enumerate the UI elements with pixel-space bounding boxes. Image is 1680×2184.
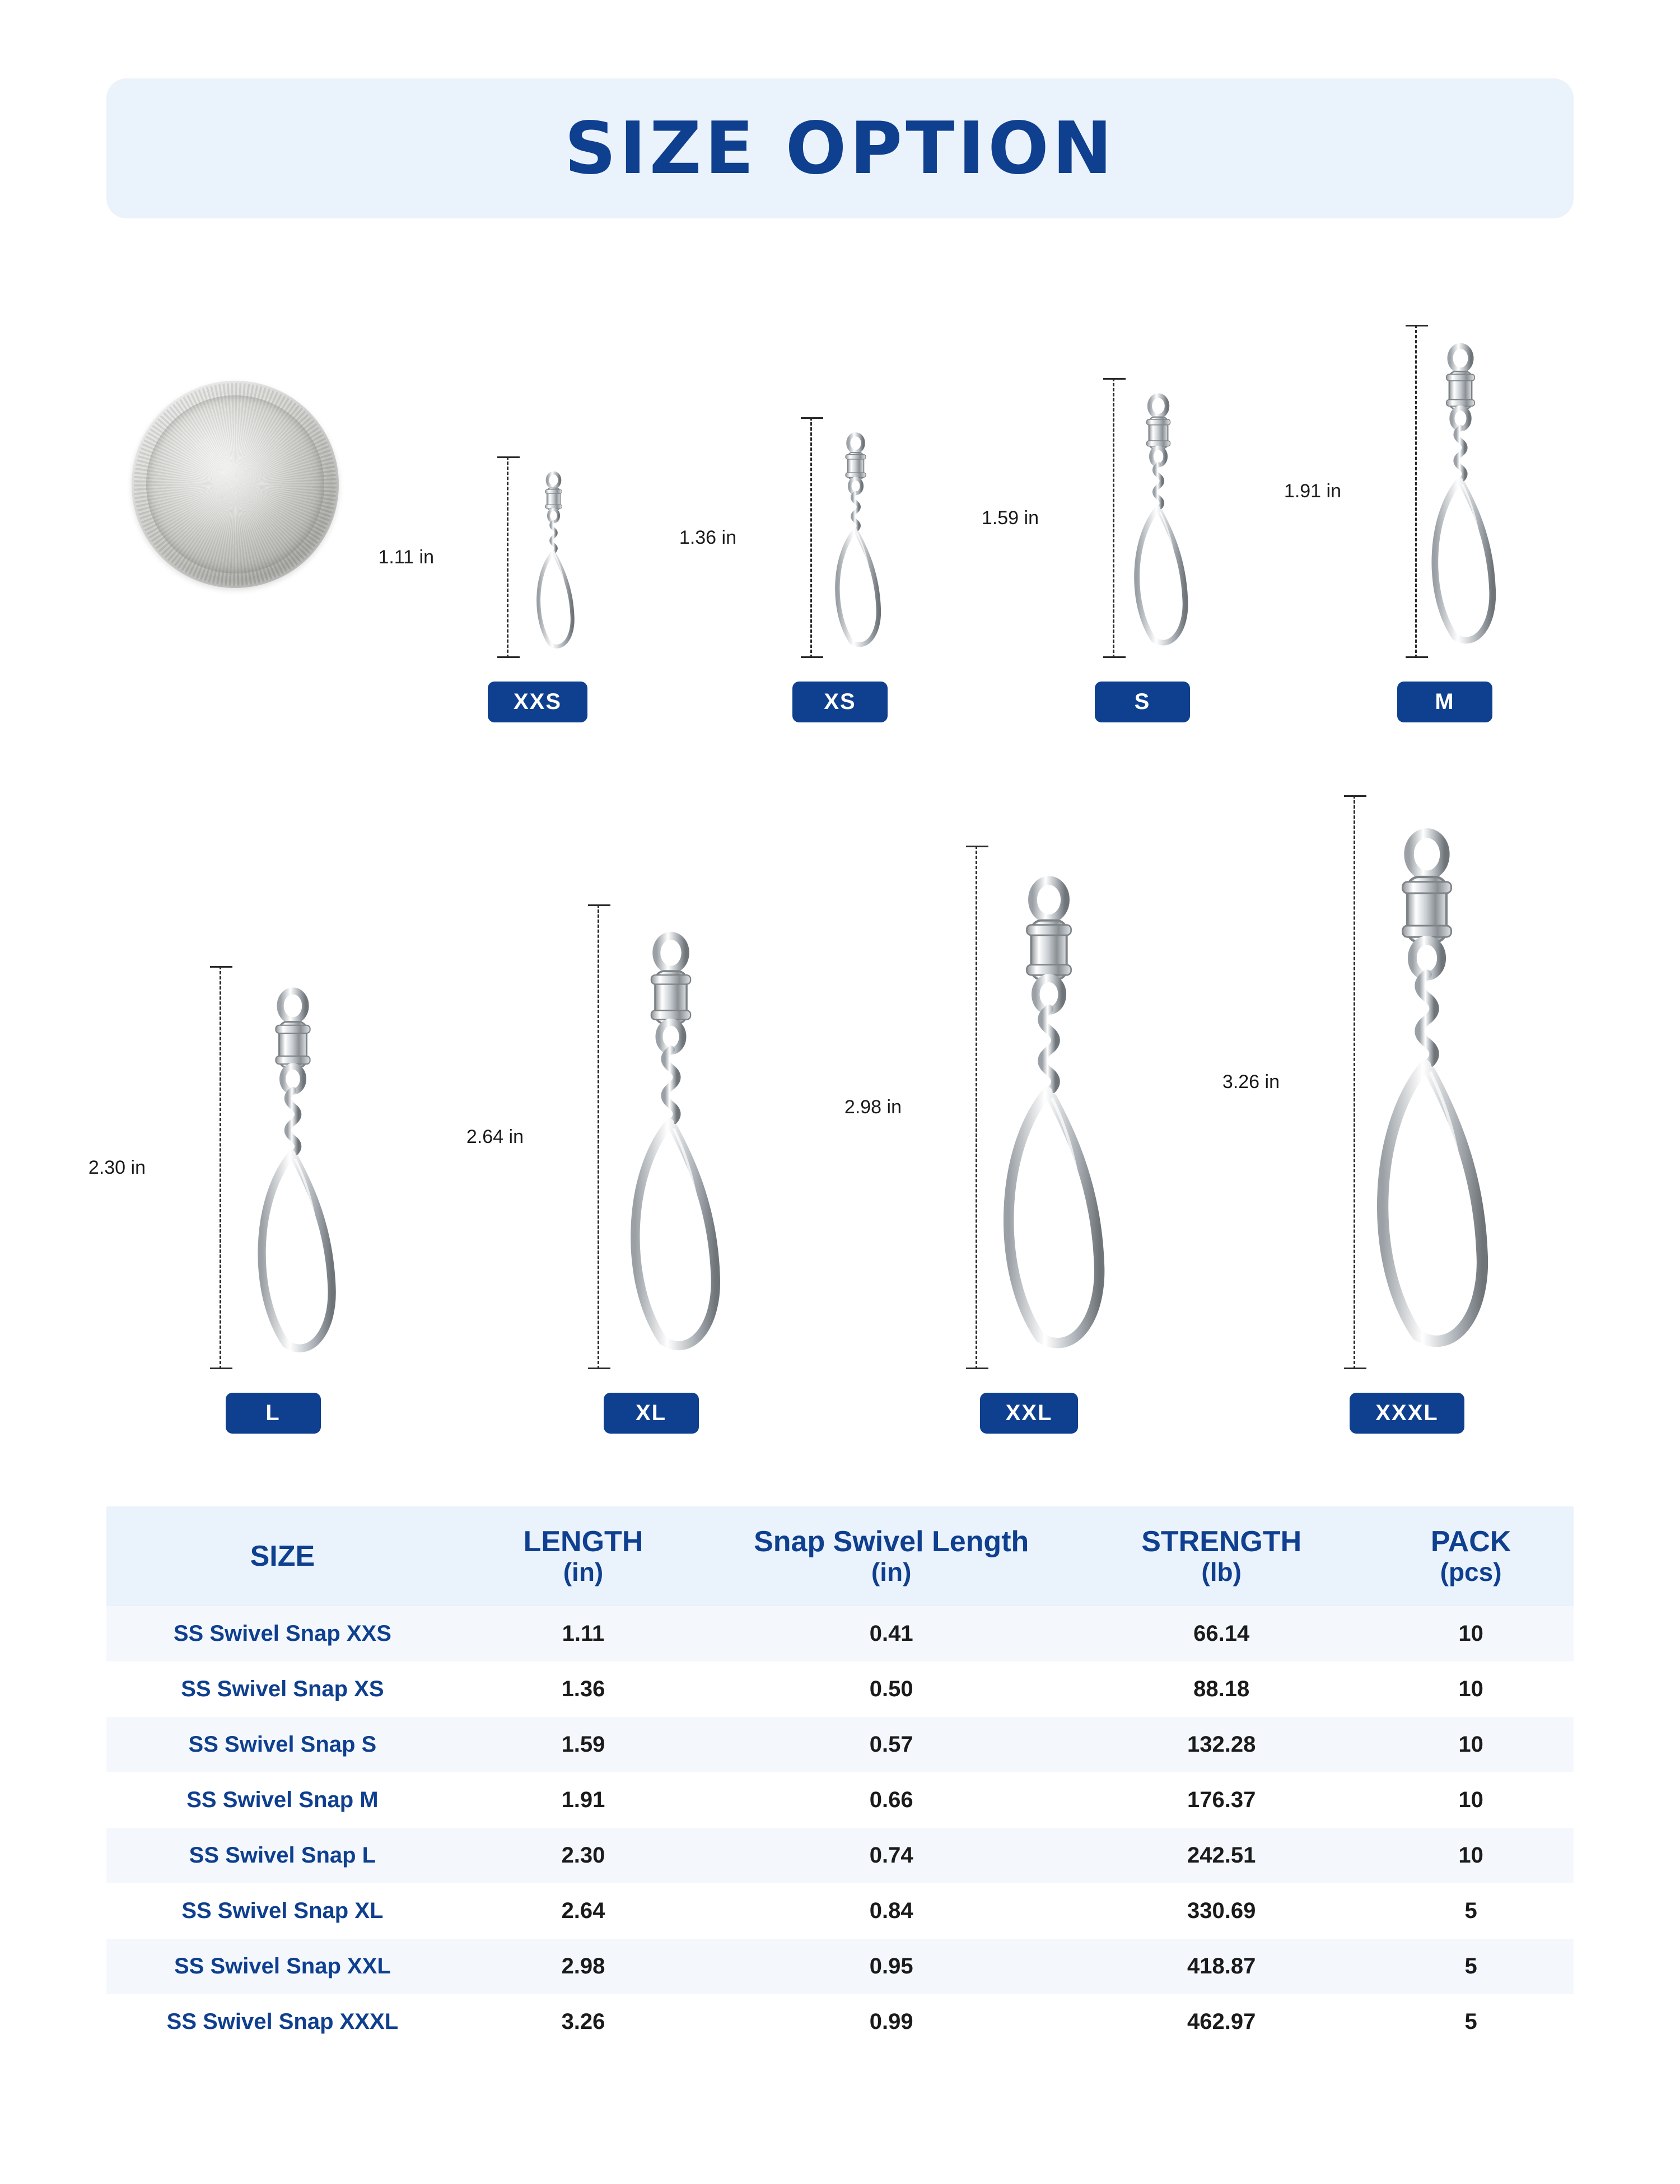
product-art-wrap: [378, 263, 689, 658]
product-art-wrap: [1218, 756, 1596, 1369]
length-cell: 1.36: [561, 1676, 605, 1701]
dimension-indicator: [378, 456, 508, 658]
size-badge-s[interactable]: S: [1095, 682, 1190, 722]
snap-length-cell: 0.95: [869, 1953, 913, 1978]
size-badge-m[interactable]: M: [1397, 682, 1492, 722]
product-art-wrap: [679, 263, 991, 658]
dimension-label: 2.30 in: [83, 1154, 151, 1182]
pack-cell: 10: [1458, 1842, 1483, 1868]
table-row: [106, 1994, 1574, 2050]
product-image-m: [1413, 342, 1508, 658]
dimension-indicator: [88, 966, 221, 1369]
column-header-length: LENGTH (in): [459, 1506, 708, 1606]
dimension-indicator: [1222, 795, 1355, 1369]
size-name-cell: SS Swivel Snap M: [186, 1787, 379, 1812]
size-badge-xxs[interactable]: XXS: [488, 682, 587, 722]
table-row: [106, 1717, 1574, 1772]
product-cell-xxl: [840, 756, 1218, 1434]
size-badge-xs[interactable]: XS: [792, 682, 888, 722]
table-row: [106, 1606, 1574, 1662]
product-image-xxl: [975, 874, 1123, 1369]
product-image-xxs: [526, 470, 581, 658]
product-art-wrap: [981, 263, 1294, 658]
spec-table-head: [106, 1506, 1574, 1606]
snap-length-cell: 0.84: [869, 1898, 913, 1923]
size-name-cell: SS Swivel Snap XS: [181, 1676, 384, 1701]
snap-length-cell: 0.41: [869, 1621, 913, 1646]
product-art-wrap: [840, 756, 1218, 1369]
product-grid: [84, 263, 1596, 1434]
product-cell-xxs: [378, 263, 689, 722]
dimension-line: [220, 966, 221, 1369]
swivel-snap-illustration: [605, 930, 736, 1366]
dimension-indicator: [981, 378, 1114, 658]
pack-cell: 5: [1464, 2009, 1477, 2034]
dimension-label: 2.64 in: [461, 1123, 529, 1151]
size-badge-xxxl[interactable]: XXXL: [1350, 1393, 1464, 1434]
length-cell: 1.59: [561, 1732, 605, 1757]
product-image-xxxl: [1346, 826, 1508, 1369]
pack-cell: 5: [1464, 1898, 1477, 1923]
snap-length-cell: 0.74: [869, 1842, 913, 1868]
column-header-snap-swivel-length: Snap Swivel Length (in): [708, 1506, 1075, 1606]
swivel-snap-illustration: [1119, 392, 1198, 655]
coin-reference: [84, 263, 386, 722]
table-row: [106, 1662, 1574, 1717]
dimension-label: 3.26 in: [1217, 1068, 1285, 1096]
dimension-label: 2.98 in: [839, 1093, 907, 1122]
swivel-snap-illustration: [526, 470, 581, 655]
half-dollar-coin-icon: [132, 381, 339, 588]
strength-cell: 66.14: [1193, 1621, 1250, 1646]
swivel-snap-illustration: [975, 874, 1123, 1366]
spec-table-wrap: [106, 1506, 1574, 2050]
length-cell: 1.91: [561, 1787, 605, 1812]
snap-length-cell: 0.50: [869, 1676, 913, 1701]
dimension-label: 1.91 in: [1278, 477, 1347, 506]
product-row-bottom: [84, 756, 1596, 1434]
product-row-top: [84, 263, 1596, 722]
swivel-snap-illustration: [1346, 826, 1508, 1366]
size-name-cell: SS Swivel Snap XXXL: [166, 2009, 399, 2034]
dimension-line: [507, 456, 508, 658]
length-cell: 1.11: [562, 1621, 605, 1646]
length-cell: 3.26: [561, 2009, 605, 2034]
pack-cell: 5: [1464, 1953, 1477, 1978]
dimension-line: [810, 417, 812, 658]
strength-cell: 176.37: [1187, 1787, 1256, 1812]
dimension-line: [976, 846, 977, 1369]
size-name-cell: SS Swivel Snap S: [188, 1732, 377, 1757]
length-cell: 2.30: [561, 1842, 605, 1868]
size-name-cell: SS Swivel Snap L: [189, 1842, 376, 1868]
pack-cell: 10: [1458, 1621, 1483, 1646]
swivel-snap-illustration: [822, 431, 889, 655]
table-row: [106, 1772, 1574, 1828]
strength-cell: 88.18: [1193, 1676, 1250, 1701]
strength-cell: 330.69: [1187, 1898, 1256, 1923]
spec-table: [106, 1506, 1574, 2050]
snap-length-cell: 0.99: [869, 2009, 913, 2034]
table-row: [106, 1828, 1574, 1883]
product-cell-xl: [462, 756, 840, 1434]
pack-cell: 10: [1458, 1787, 1483, 1812]
table-row: [106, 1883, 1574, 1939]
size-name-cell: SS Swivel Snap XXL: [174, 1953, 391, 1978]
product-cell-m: [1284, 263, 1596, 722]
page-title-banner: [106, 78, 1574, 218]
dimension-line: [1113, 378, 1114, 658]
column-header-size: SIZE: [106, 1506, 459, 1606]
dimension-indicator: [844, 846, 977, 1369]
length-cell: 2.64: [561, 1898, 605, 1923]
size-name-cell: SS Swivel Snap XXS: [173, 1621, 391, 1646]
product-image-xl: [605, 930, 736, 1369]
swivel-snap-illustration: [1413, 342, 1508, 655]
product-cell-xs: [679, 263, 991, 722]
dimension-label: 1.36 in: [674, 524, 742, 552]
strength-cell: 462.97: [1187, 2009, 1256, 2034]
spec-table-header-row: [106, 1506, 1574, 1606]
size-badge-xl[interactable]: XL: [604, 1393, 699, 1434]
product-image-l: [236, 986, 350, 1369]
strength-cell: 132.28: [1187, 1732, 1256, 1757]
product-cell-s: [981, 263, 1294, 722]
swivel-snap-illustration: [236, 986, 350, 1366]
column-header-pack: PACK (pcs): [1368, 1506, 1574, 1606]
pack-cell: 10: [1458, 1676, 1483, 1701]
dimension-line: [598, 904, 599, 1369]
product-art-wrap: [1284, 263, 1596, 658]
product-cell-l: [84, 756, 462, 1434]
dimension-label: 1.11 in: [372, 543, 440, 572]
dimension-line: [1354, 795, 1355, 1369]
pack-cell: 10: [1458, 1732, 1483, 1757]
dimension-indicator: [1284, 325, 1417, 658]
snap-length-cell: 0.57: [869, 1732, 913, 1757]
size-name-cell: SS Swivel Snap XL: [181, 1898, 384, 1923]
product-image-xs: [822, 431, 889, 658]
snap-length-cell: 0.66: [869, 1787, 913, 1812]
strength-cell: 242.51: [1187, 1842, 1256, 1868]
spec-table-body: [106, 1606, 1574, 2050]
product-cell-xxxl: [1218, 756, 1596, 1434]
dimension-indicator: [466, 904, 599, 1369]
dimension-line: [1415, 325, 1417, 658]
column-header-strength: STRENGTH (lb): [1075, 1506, 1368, 1606]
coin-art-wrap: [84, 263, 386, 722]
length-cell: 2.98: [561, 1953, 605, 1978]
table-row: [106, 1939, 1574, 1994]
size-badge-l[interactable]: L: [226, 1393, 321, 1434]
product-image-s: [1119, 392, 1198, 658]
size-badge-xxl[interactable]: XXL: [980, 1393, 1079, 1434]
page-title: SIZE OPTION: [564, 106, 1116, 190]
strength-cell: 418.87: [1187, 1953, 1256, 1978]
dimension-indicator: [679, 417, 812, 658]
dimension-label: 1.59 in: [976, 504, 1044, 533]
product-art-wrap: [84, 756, 462, 1369]
product-art-wrap: [462, 756, 840, 1369]
